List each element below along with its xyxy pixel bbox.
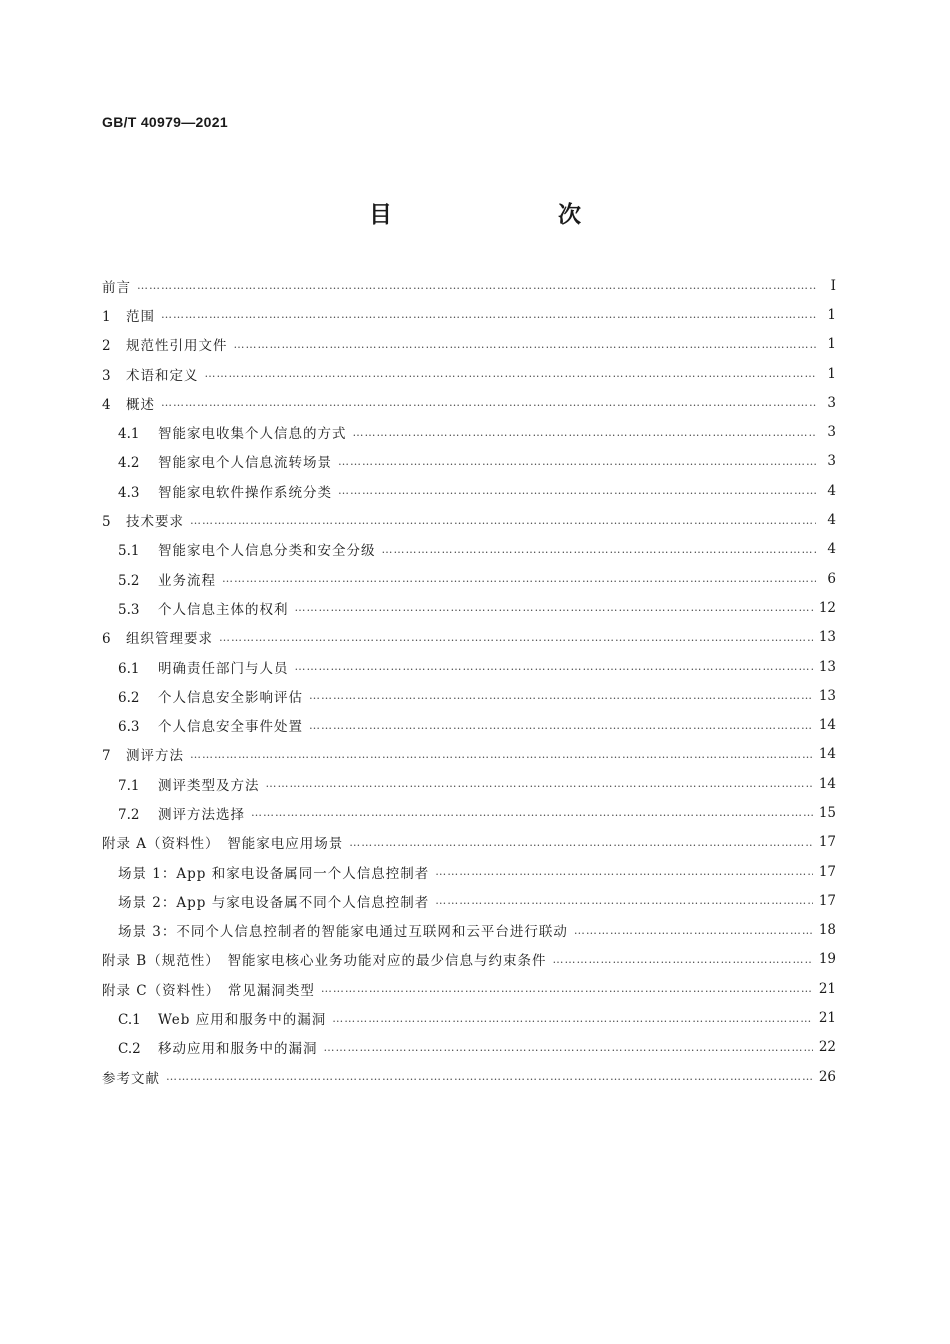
toc-dot-leader <box>435 866 813 877</box>
toc-entry[interactable] <box>102 945 836 974</box>
toc-entry-text: 移动应用和服务中的漏洞 <box>158 1041 318 1058</box>
toc-entry-number: 4.3 <box>118 484 140 501</box>
toc-entry-number: 5.3 <box>118 601 140 618</box>
toc-entry-number: 3 <box>102 367 111 384</box>
toc-entry[interactable] <box>102 798 836 827</box>
toc-entry-text: 前言 <box>102 279 131 296</box>
toc-entry-page-number: 21 <box>818 980 836 997</box>
toc-entry[interactable] <box>102 1033 836 1062</box>
toc-entry-text: 个人信息主体的权利 <box>158 601 289 618</box>
toc-entry-page-number: 4 <box>827 541 836 558</box>
toc-entry-number: 6 <box>102 631 111 648</box>
toc-entry-page-number: 13 <box>818 658 836 675</box>
toc-dot-leader <box>295 661 813 672</box>
toc-dot-leader <box>266 778 813 789</box>
toc-entry-page-number: 1 <box>827 365 836 382</box>
toc-entry-label <box>118 451 332 471</box>
toc-entry[interactable] <box>102 330 836 359</box>
toc-entry-number: 5 <box>102 514 111 531</box>
toc-entry-text: 附录 A（资料性） 智能家电应用场景 <box>102 836 344 853</box>
toc-entry-text: 附录 C（资料性） 常见漏洞类型 <box>102 982 315 999</box>
toc-entry-page-number: 1 <box>827 336 836 353</box>
toc-entry-number: 7.1 <box>118 777 140 794</box>
toc-entry[interactable] <box>102 828 836 857</box>
toc-dot-leader <box>309 720 813 731</box>
toc-entry-text: 范围 <box>126 308 155 325</box>
toc-dot-leader <box>219 632 813 643</box>
toc-entry-page-number: 1 <box>827 306 836 323</box>
toc-entry-page-number: 17 <box>818 863 836 880</box>
toc-entry-number: 6.1 <box>118 660 140 677</box>
toc-entry-page-number: 17 <box>818 892 836 909</box>
toc-entry[interactable] <box>102 710 836 739</box>
toc-dot-leader <box>161 309 816 320</box>
toc-entry-text: 场景 1：App 和家电设备属同一个人信息控制者 <box>118 865 430 882</box>
toc-dot-leader <box>161 397 816 408</box>
toc-entry-page-number: 4 <box>827 482 836 499</box>
toc-entry[interactable] <box>102 300 836 329</box>
toc-entry-text: 术语和定义 <box>126 367 199 384</box>
toc-entry-text: 技术要求 <box>126 514 184 531</box>
toc-entry-text: Web 应用和服务中的漏洞 <box>158 1012 327 1029</box>
toc-dot-leader <box>137 280 816 291</box>
toc-entry[interactable] <box>102 886 836 915</box>
toc-entry[interactable] <box>102 1003 836 1032</box>
toc-entry[interactable] <box>102 593 836 622</box>
toc-dot-leader <box>353 427 817 438</box>
toc-entry-number: 7 <box>102 748 111 765</box>
toc-entry[interactable] <box>102 974 836 1003</box>
toc-entry-text: 明确责任部门与人员 <box>158 660 289 677</box>
toc-entry[interactable] <box>102 857 836 886</box>
toc-entry-text: 附录 B（规范性） 智能家电核心业务功能对应的最少信息与约束条件 <box>102 953 547 970</box>
toc-dot-leader <box>222 573 816 584</box>
toc-entry-page-number: 13 <box>818 629 836 646</box>
toc-entry[interactable] <box>102 359 836 388</box>
toc-entry-label <box>118 715 303 735</box>
toc-entry[interactable] <box>102 769 836 798</box>
toc-dot-leader <box>295 602 813 613</box>
toc-entry-number: 7.2 <box>118 806 140 823</box>
toc-entry-text: 场景 2：App 与家电设备属不同个人信息控制者 <box>118 894 430 911</box>
toc-entry-label <box>102 510 184 530</box>
toc-entry-label <box>118 686 303 706</box>
toc-entry[interactable] <box>102 476 836 505</box>
toc-entry[interactable] <box>102 564 836 593</box>
toc-entry-label <box>118 422 347 442</box>
toc-entry-label <box>118 539 376 559</box>
toc-entry-page-number: 6 <box>827 570 836 587</box>
toc-entry-page-number: 22 <box>818 1039 836 1056</box>
toc-entry-label <box>102 949 546 969</box>
toc-entry-number: C.2 <box>118 1041 141 1058</box>
toc-entry-page-number: 3 <box>827 453 836 470</box>
toc-entry-label <box>118 569 216 589</box>
toc-dot-leader <box>251 807 813 818</box>
toc-entry-text: 智能家电收集个人信息的方式 <box>158 426 347 443</box>
toc-entry-number: C.1 <box>118 1012 141 1029</box>
toc-entry-text: 测评方法选择 <box>158 806 245 823</box>
toc-entry-label <box>102 276 131 296</box>
toc-entry[interactable] <box>102 535 836 564</box>
toc-entry-label <box>102 832 343 852</box>
toc-entry-label <box>102 305 155 325</box>
toc-entry-text: 个人信息安全影响评估 <box>158 689 303 706</box>
toc-entry-text: 场景 3：不同个人信息控制者的智能家电通过互联网和云平台进行联动 <box>118 924 568 941</box>
toc-entry-page-number: 26 <box>818 1068 836 1085</box>
toc-dot-leader <box>574 925 813 936</box>
toc-dot-leader <box>349 837 813 848</box>
toc-entry-page-number: 19 <box>818 951 836 968</box>
toc-entry-page-number: 4 <box>827 512 836 529</box>
toc-entry-page-number: Ⅰ <box>830 277 836 294</box>
toc-entry-page-number: 14 <box>818 746 836 763</box>
toc-entry[interactable] <box>102 740 836 769</box>
page-title: 目 次 <box>369 202 621 228</box>
toc-dot-leader <box>552 954 812 965</box>
toc-dot-leader <box>338 485 816 496</box>
toc-entry-page-number: 3 <box>827 394 836 411</box>
toc-entry-label <box>102 627 213 647</box>
toc-entry-page-number: 13 <box>818 687 836 704</box>
toc-entry-label <box>118 891 429 911</box>
toc-entry-page-number: 15 <box>818 804 836 821</box>
toc-entry[interactable] <box>102 1062 836 1091</box>
toc-entry-text: 智能家电软件操作系统分类 <box>158 484 332 501</box>
toc-entry-label <box>118 1037 318 1057</box>
toc-entry-number: 5.2 <box>118 572 140 589</box>
toc-entry-label <box>118 774 260 794</box>
standard-code: GB/T 40979—2021 <box>102 114 228 130</box>
toc-entry-number: 6.3 <box>118 719 140 736</box>
toc-entry-label <box>118 481 332 501</box>
toc-entry-label <box>102 744 184 764</box>
toc-dot-leader <box>321 983 813 994</box>
toc-dot-leader <box>382 544 817 555</box>
toc-dot-leader <box>324 1042 813 1053</box>
toc-entry-label <box>102 334 228 354</box>
toc-entry-text: 测评类型及方法 <box>158 777 260 794</box>
toc-entry-label <box>102 1067 160 1087</box>
toc-entry-number: 5.1 <box>118 543 140 560</box>
toc-entry[interactable] <box>102 505 836 534</box>
table-of-contents <box>102 271 836 1091</box>
toc-entry-text: 测评方法 <box>126 748 184 765</box>
toc-entry-text: 业务流程 <box>158 572 216 589</box>
toc-entry[interactable] <box>102 388 836 417</box>
toc-entry-page-number: 18 <box>818 922 836 939</box>
toc-entry-text: 个人信息安全事件处置 <box>158 719 303 736</box>
toc-entry[interactable] <box>102 652 836 681</box>
toc-entry-page-number: 14 <box>818 717 836 734</box>
toc-entry-label <box>118 920 568 940</box>
toc-entry-label <box>102 979 315 999</box>
toc-entry-page-number: 12 <box>818 599 836 616</box>
toc-entry-label <box>118 598 289 618</box>
toc-entry-text: 组织管理要求 <box>126 631 213 648</box>
toc-entry-label <box>118 657 289 677</box>
toc-entry-page-number: 17 <box>818 834 836 851</box>
toc-entry-text: 智能家电个人信息分类和安全分级 <box>158 543 376 560</box>
toc-dot-leader <box>190 749 813 760</box>
toc-dot-leader <box>205 368 817 379</box>
toc-entry-number: 1 <box>102 308 111 325</box>
toc-entry-label <box>118 862 429 882</box>
toc-entry-text: 规范性引用文件 <box>126 338 228 355</box>
toc-entry-number: 4 <box>102 396 111 413</box>
toc-entry-page-number: 14 <box>818 775 836 792</box>
toc-entry-label <box>102 364 199 384</box>
toc-entry-number: 4.2 <box>118 455 140 472</box>
toc-entry-number: 2 <box>102 338 111 355</box>
toc-dot-leader <box>190 515 816 526</box>
toc-entry-text: 智能家电个人信息流转场景 <box>158 455 332 472</box>
toc-entry[interactable] <box>102 681 836 710</box>
toc-dot-leader <box>234 339 817 350</box>
toc-entry-text: 参考文献 <box>102 1070 160 1087</box>
toc-entry-number: 6.2 <box>118 689 140 706</box>
toc-entry-label <box>118 1008 326 1028</box>
toc-entry[interactable] <box>102 623 836 652</box>
toc-entry[interactable] <box>102 447 836 476</box>
toc-dot-leader <box>332 1013 813 1024</box>
toc-dot-leader <box>435 895 813 906</box>
toc-entry[interactable] <box>102 916 836 945</box>
toc-entry[interactable] <box>102 271 836 300</box>
toc-dot-leader <box>166 1071 813 1082</box>
toc-dot-leader <box>309 690 813 701</box>
toc-dot-leader <box>338 456 816 467</box>
toc-entry-label <box>118 803 245 823</box>
toc-entry-number: 4.1 <box>118 426 140 443</box>
toc-entry-label <box>102 393 155 413</box>
toc-entry-page-number: 3 <box>827 424 836 441</box>
toc-entry[interactable] <box>102 417 836 446</box>
toc-entry-page-number: 21 <box>818 1010 836 1027</box>
toc-entry-text: 概述 <box>126 396 155 413</box>
